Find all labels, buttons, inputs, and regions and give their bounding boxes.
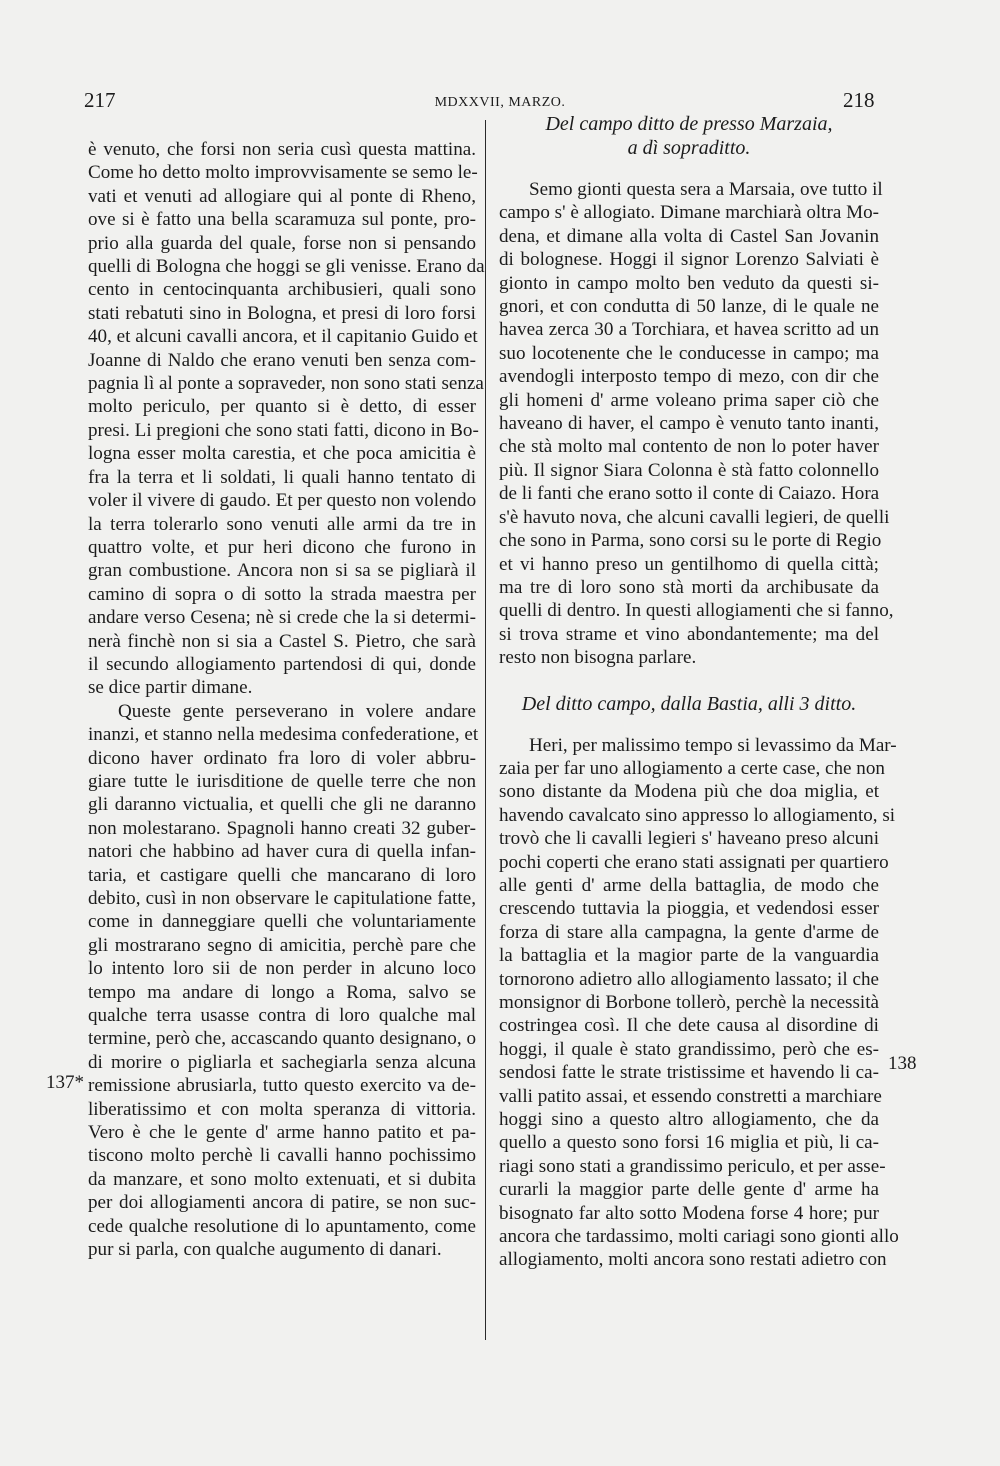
text-line: quattro volte, et pur heri dicono che furono in [88, 536, 476, 558]
paragraph-1 [499, 178, 894, 670]
text-line: di bolognese. Hoggi il signor Lorenzo Salviati è [499, 249, 879, 271]
text-line: gran combustione. Ancora non si sa se pigliarà il [88, 560, 476, 582]
text-line: Vero è che le gente d' arme hanno patito et pa- [88, 1122, 476, 1144]
text-line: suo locotenente che le conducesse in campo; ma [499, 342, 879, 364]
margin-note-right: 138 [888, 1053, 917, 1074]
text-line: voler il vivere di gaudo. Et per questo non volendo [88, 490, 477, 512]
text-line: et vi hanno preso un gentilhomo di quella città; [499, 553, 879, 575]
text-line: remissione abrusiarla, tutto questo exercito va de- [88, 1075, 476, 1097]
text-line: sendosi fatte le strate tristissime et havendo li ca- [499, 1062, 879, 1084]
text-line: nerà finchè non si sia a Castel S. Pietro, che sarà [88, 630, 476, 652]
text-line: cede qualche resolutione di lo apuntamento, come [88, 1215, 476, 1237]
text-line: è venuto, che forsi non seria cusì questa mattina. [88, 139, 476, 160]
text-line: Joanne di Naldo che erano venuti ben senza com- [88, 349, 476, 371]
text-line: tiscono molto perchè li cavalli hanno pochissimo [88, 1145, 476, 1167]
text-line: hoggi sino a questo altro allogiamento, che da [499, 1109, 879, 1131]
text-line: camino di sopra o di sotto la strada maestra per [88, 583, 476, 605]
text-line: la battaglia et la magior parte de la vanguardia [499, 945, 879, 967]
section-heading-1-line-1: Del campo ditto de presso Marzaia, [545, 113, 833, 135]
text-line: crescendo tuttavia la pioggia, et vedendosi esser [499, 898, 879, 920]
text-line: fra la terra et li soldati, li quali hanno tentato di [88, 466, 476, 488]
text-line: sono distante da Modena più che doa miglia, et [499, 781, 879, 803]
text-line: ancora che tardassimo, molti cariagi sono gionti allo [499, 1226, 899, 1248]
paragraph-2 [499, 734, 899, 1272]
text-line: stati rebatuti sino in Bologna, et presi di loro forsi [88, 302, 476, 324]
text-line: pur si parla, con qualche augumento di danari. [88, 1239, 442, 1261]
left-column [88, 138, 485, 1262]
spacer [499, 160, 879, 178]
text-line: havendo cavalcato sino appresso lo allogiamento, si [499, 804, 896, 826]
text-line: cento in centocinquanta archibusieri, quali sono [88, 279, 476, 301]
text-line: pochi coperti che erano stati assignati per quartiero [499, 851, 889, 873]
text-line: inanzi, et stanno nella medesima confederatione, et [88, 724, 479, 746]
right-column [499, 112, 899, 1272]
text-line: avendogli interposto tempo di mezo, con dir che [499, 366, 879, 388]
text-line: si trova strame et vino abondantemente; ma del [499, 623, 879, 645]
text-line: campo s' è allogiato. Dimane marchiarà oltra Mo- [499, 202, 879, 224]
text-line: non molestarano. Spagnoli hanno creati 32 guber- [88, 817, 476, 839]
text-line: giare tutte le iurisditione de quelle terre che non [88, 770, 476, 792]
text-line: qualche terra usasse contra di loro qualche mal [88, 1005, 476, 1027]
running-title: MDXXVII, MARZO. [434, 95, 566, 110]
text-line: haveano di haver, el campo è venuto tanto inanti, [499, 413, 879, 435]
text-line: da manzare, et sono molto extenuati, et si dubita [88, 1168, 476, 1190]
margin-note-left: 137* [46, 1072, 84, 1093]
text-line: ma tre di loro sono stà morti da archibusate da [499, 576, 879, 598]
text-line: resto non bisogna parlare. [499, 647, 697, 669]
text-line: gionto in campo molto ben veduto da questi si- [499, 272, 879, 294]
section-heading-1-line-2: a dì sopraditto. [627, 137, 751, 159]
page-number-right: 218 [843, 88, 875, 112]
text-line: natori che habbino ad haver cura di quella infan- [88, 841, 476, 863]
text-line: logna esser molta carestia, et che poca amicitia è [88, 443, 476, 465]
text-line: 40, et alcuni cavalli ancora, et il capitanio Guido et [88, 326, 478, 348]
text-line: de li fanti che erano sotto il conte di Caiazo. Hora [499, 483, 880, 505]
text-line: Semo gionti questa sera a Marsaia, ove tutto il [529, 179, 883, 200]
text-line: debito, cusì in non observare le capitulatione fatte, [88, 888, 476, 909]
spacer [499, 670, 879, 692]
text-line: trovò che li cavalli legieri s' haveano preso alcuni [499, 828, 879, 850]
text-line: liberatissimo et con molta speranza di vittoria. [88, 1098, 476, 1120]
text-line: gnori, et con condutta di 50 lanze, di le quale ne [499, 296, 879, 318]
text-line: Queste gente perseverano in volere andare [118, 700, 476, 722]
text-line: taria, et castigare quelli che mancarano di loro [88, 864, 476, 886]
text-line: che sono in Parma, sono corsi su le porte di Regio [499, 530, 882, 552]
text-line: se dice partir dimane. [88, 677, 253, 699]
text-line: forza di stare alla campagna, la gente d'arme de [499, 921, 879, 943]
text-line: hoggi, il quale è stato grandissimo, però che es- [499, 1038, 879, 1060]
text-line: costringea così. Il che dete causa al disordine di [499, 1015, 879, 1037]
text-line: tornorono adietro allo allogiamento lassato; il che [499, 968, 879, 990]
text-line: allogiamento, molti ancora sono restati adietro con [499, 1249, 887, 1271]
text-line: alle genti d' arme della battaglia, de modo che [499, 874, 879, 896]
text-line: quelli di dentro. In questi allogiamenti che si fanno, [499, 600, 894, 622]
column-divider [485, 120, 486, 1340]
text-line: la terra tolerarlo sono venuti alle armi da tre in [88, 513, 476, 535]
text-line: presi. Li pregioni che sono stati fatti, dicono in Bo- [88, 419, 479, 441]
spacer [499, 716, 879, 734]
section-heading-2: Del ditto campo, dalla Bastia, alli 3 ditto. [521, 692, 857, 715]
text-line: quello a questo sono forsi 16 miglia et più, li ca- [499, 1132, 879, 1154]
text-line: havea zerca 30 a Torchiara, et havea scritto ad un [499, 319, 879, 341]
text-line: lo intento loro sii de non perder in alcuno loco [88, 958, 476, 980]
text-line: zaia per far uno allogiamento a certe case, che non [499, 757, 885, 779]
text-line: tempo ma andare di longo a Roma, salvo se [88, 981, 476, 1003]
text-line: di morire o pigliarla et sachegiarla senza alcuna [88, 1051, 476, 1073]
text-line: più. Il signor Siara Colonna è stà fatto colonnello [499, 459, 879, 481]
text-line: gli homeni d' arme voleano prima saper ciò che [499, 389, 879, 411]
text-line: dena, et dimane alla volta di Castel San Jovanin [499, 225, 879, 247]
text-line: gli mostrarano segno di amicitia, perchè pare che [88, 934, 476, 956]
text-line: valli patito assai, et essendo constretti a marchiare [499, 1085, 882, 1107]
text-line: curarli la maggior parte delle gente d' arme ha [499, 1179, 879, 1201]
text-line: per doi allogiamenti ancora di patire, se non suc- [88, 1192, 476, 1214]
page-number-left: 217 [84, 88, 116, 112]
text-line: Come ho detto molto improvvisamente se semo le- [88, 162, 478, 184]
text-line: molto periculo, per quanto si è detto, di esser [88, 396, 476, 418]
text-line: pagnia lì al ponte a sopraveder, non sono stati senza [88, 373, 484, 395]
text-line: il secundo allogiamento partendosi di qui, donde [88, 653, 476, 675]
text-line: gli daranno victualia, et quelli che gli ne daranno [88, 794, 476, 816]
text-line: bisognato far alto sotto Modena forse 4 hore; pur [499, 1202, 879, 1224]
text-line: monsignor di Borbone tollerò, perchè la necessità [499, 992, 879, 1013]
text-line: che stà molto mal contento de non lo poter haver [499, 436, 879, 458]
text-line: dicono haver ordinato fra loro di voler abbru- [88, 747, 476, 769]
text-line: vati et venuti ad allogiare qui al ponte di Rheno, [88, 185, 476, 207]
text-line: Heri, per malissimo tempo si levassimo da Mar- [529, 734, 897, 756]
text-line: s'è havuto nova, che alcuni cavalli legieri, de quelli [499, 506, 890, 528]
text-line: ove si è fatto una bella scaramuza sul ponte, pro- [88, 209, 476, 231]
text-line: quelli di Bologna che hoggi se gli venisse. Erano da [88, 256, 485, 278]
text-line: prio alla guarda del quale, forse non si pensando [88, 232, 476, 254]
text-line: termine, però che, accascando quanto designano, o [88, 1028, 476, 1050]
text-line: riagi sono stati a grandissimo periculo, et per asse- [499, 1155, 886, 1177]
text-line: come in danneggiare quelli che voluntariamente [88, 911, 476, 933]
text-line: andare verso Cesena; nè si crede che la si determi- [88, 607, 476, 629]
